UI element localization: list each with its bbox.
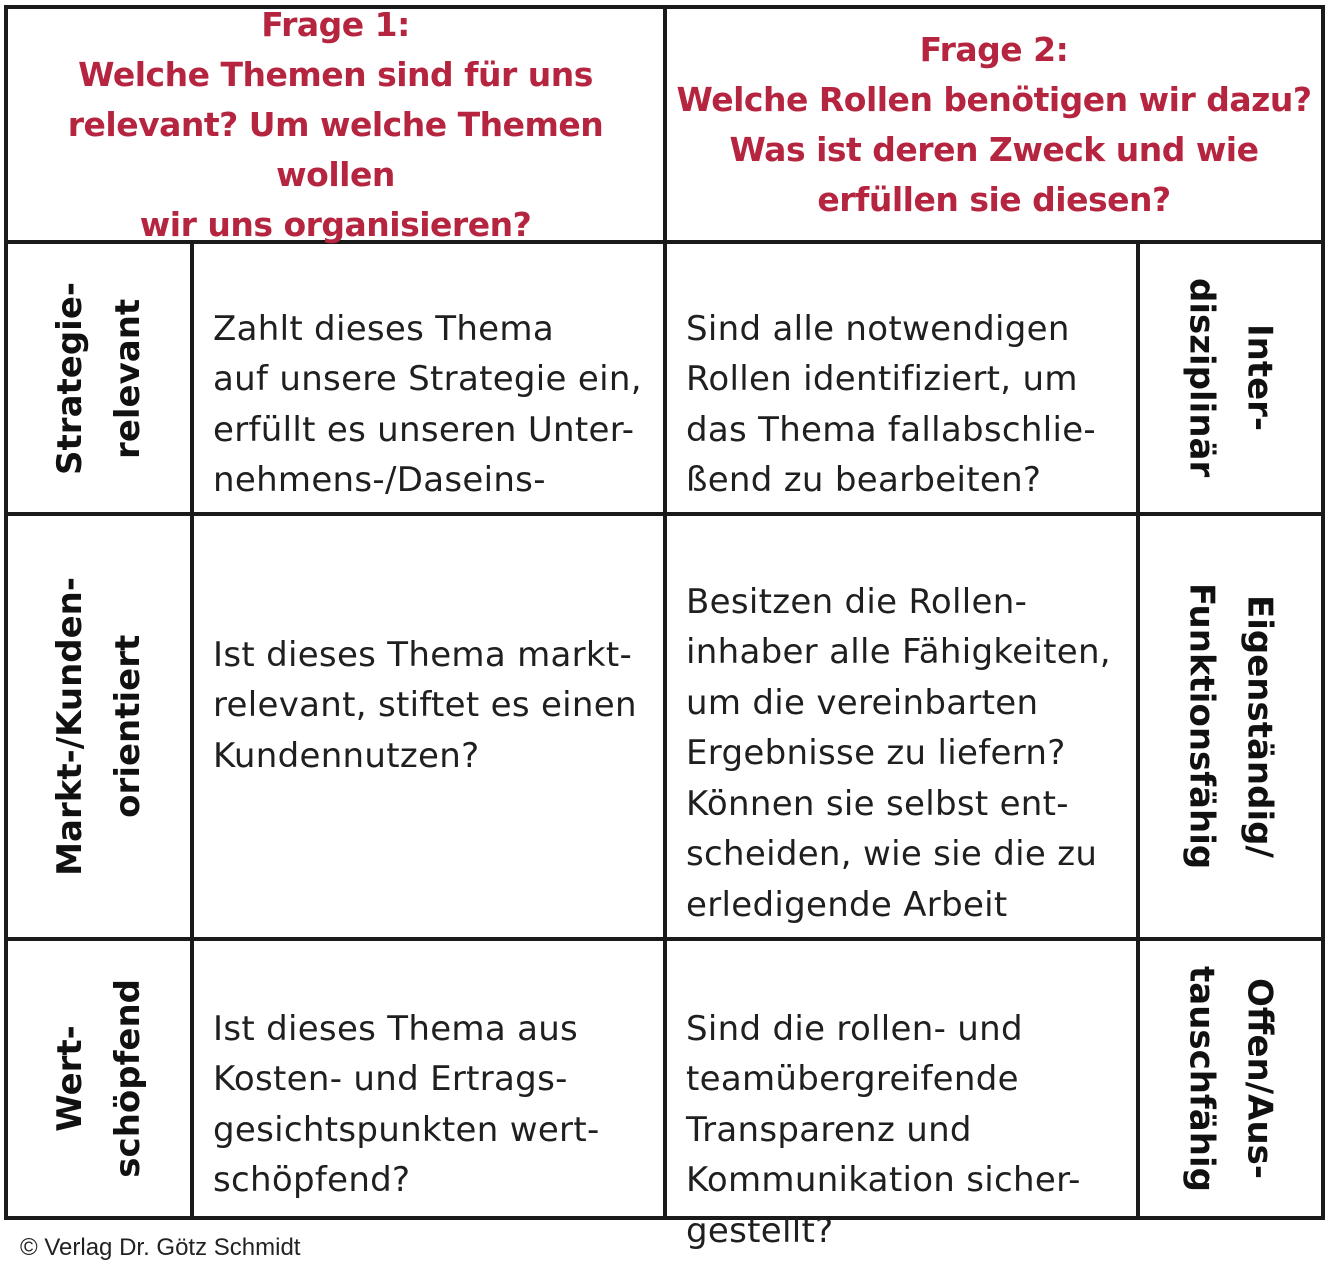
- row-2-right-label-cell: [1140, 516, 1321, 937]
- row-1-left-text: Zahlt dieses Thema auf unsere Strategie ein, erfüllt es unseren Unter- nehmens-/Daseins-: [213, 308, 642, 500]
- row-1-right-text: Sind alle notwendigen Rollen identifiziert, um das Thema fallabschlie- ßend zu bearbeiten?: [686, 308, 1096, 500]
- row-1-left-label-cell: [8, 244, 190, 512]
- row-3-right-label-cell: [1140, 941, 1321, 1216]
- row-2-left-label: Markt-/Kunden- orientiert: [50, 577, 148, 876]
- row-2-left-label-cell: [8, 516, 190, 937]
- row-2-left-text: Ist dieses Thema markt- relevant, stiftet es einen Kundennutzen?: [213, 634, 637, 776]
- row-3-left-label: Wert- schöpfend: [50, 979, 148, 1178]
- row-3-right-text-cell: [667, 941, 1136, 1251]
- copyright-notice: © Verlag Dr. Götz Schmidt: [20, 1234, 301, 1261]
- row-1-right-label-cell: [1140, 244, 1321, 512]
- header-question-2: [667, 9, 1321, 240]
- row-2-left-text-cell: [194, 516, 663, 937]
- header-question-1-text: Frage 1: Welche Themen sind für uns relevant? Um welche Themen wollen wir uns organisieren?: [67, 4, 604, 244]
- row-3-left-label-cell: [8, 941, 190, 1216]
- row-3-right-text: Sind die rollen- und teamübergreifende Transparenz und Kommunikation sicher- gestellt?: [686, 1008, 1081, 1251]
- row-3-right-label: Offen/Aus- tauschfähig: [1181, 965, 1280, 1192]
- header-question-2-text: Frage 2: Welche Rollen benötigen wir dazu? Was ist deren Zweck und wie erfüllen sie diesen?: [676, 29, 1312, 219]
- row-1-left-text-cell: [194, 244, 663, 512]
- row-1-right-label: Inter- disziplinär: [1181, 278, 1280, 478]
- row-2-right-text-cell: [667, 516, 1136, 937]
- row-3-left-text: Ist dieses Thema aus Kosten- und Ertrags- gesichtspunkten wert- schöpfend?: [213, 1008, 600, 1200]
- header-question-1: [8, 4, 663, 244]
- row-2-right-text: Besitzen die Rollen- inhaber alle Fähigkeiten, um die vereinbarten Ergebnisse zu liefern? Können sie selbst ent- scheiden, wie sie die zu erledigende Arbeit: [686, 581, 1111, 925]
- row-2-right-label: Eigenständig/ Funktionsfähig: [1181, 583, 1280, 870]
- row-3-left-text-cell: [194, 941, 663, 1216]
- row-1-right-text-cell: [667, 244, 1136, 512]
- row-1-left-label: Strategie- relevant: [50, 281, 148, 475]
